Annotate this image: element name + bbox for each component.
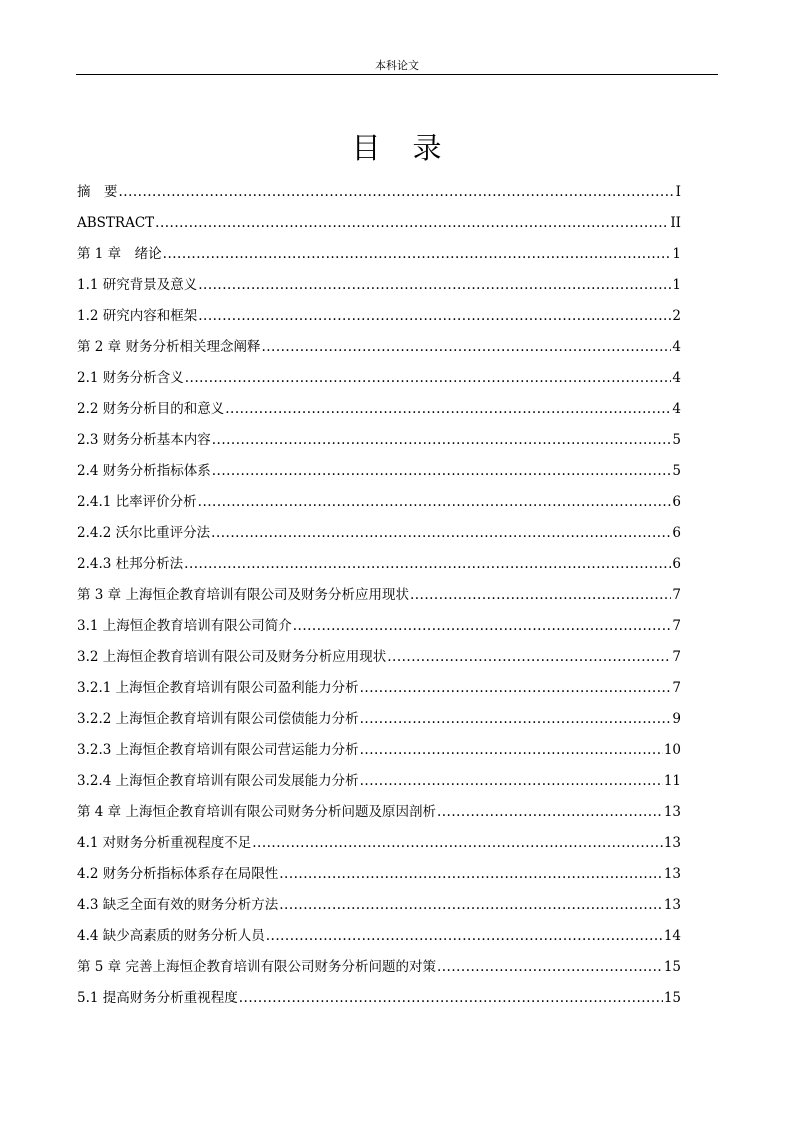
toc-entry[interactable] — [77, 294, 681, 325]
toc-entry-label: 2.4.2 沃尔比重评分法 — [77, 525, 211, 541]
toc-entry-page: 10 — [663, 742, 681, 758]
toc-leader-dots — [360, 710, 672, 728]
running-header: 本科论文 — [375, 59, 419, 72]
toc-entry-page: 4 — [672, 401, 681, 417]
toc-entry[interactable] — [77, 449, 681, 480]
toc-entry-label: 第 1 章 绪论 — [77, 246, 162, 262]
toc-entry[interactable] — [77, 790, 681, 821]
toc-entry-label: 5.1 提高财务分析重视程度 — [77, 990, 238, 1006]
table-of-contents — [77, 170, 681, 1007]
toc-entry-page: I — [675, 184, 681, 200]
toc-leader-dots — [279, 865, 663, 883]
toc-leader-dots — [163, 245, 672, 263]
toc-entry[interactable] — [77, 852, 681, 883]
toc-entry-page: 9 — [672, 711, 681, 727]
toc-entry[interactable] — [77, 666, 681, 697]
toc-entry-page: 6 — [672, 556, 681, 572]
toc-entry-page: II — [670, 215, 681, 231]
toc-entry-page: 4 — [672, 370, 681, 386]
toc-entry[interactable] — [77, 170, 681, 201]
toc-entry[interactable] — [77, 573, 681, 604]
toc-leader-dots — [293, 617, 672, 635]
toc-entry-label: 第 4 章 上海恒企教育培训有限公司财务分析问题及原因剖析 — [77, 804, 436, 820]
toc-entry[interactable] — [77, 387, 681, 418]
toc-entry-page: 7 — [672, 587, 681, 603]
toc-entry[interactable] — [77, 542, 681, 573]
toc-entry[interactable] — [77, 232, 681, 263]
toc-entry[interactable] — [77, 604, 681, 635]
toc-entry-label: ABSTRACT — [77, 215, 155, 231]
toc-entry-label: 3.2 上海恒企教育培训有限公司及财务分析应用现状 — [77, 649, 387, 665]
toc-leader-dots — [437, 803, 663, 821]
toc-entry-label: 2.4.3 杜邦分析法 — [77, 556, 184, 572]
toc-entry-page: 11 — [663, 773, 681, 789]
toc-entry-label: 3.2.3 上海恒企教育培训有限公司营运能力分析 — [77, 742, 359, 758]
toc-leader-dots — [198, 493, 672, 511]
toc-entry[interactable] — [77, 697, 681, 728]
toc-leader-dots — [279, 896, 663, 914]
toc-entry-page: 6 — [672, 525, 681, 541]
toc-entry-page: 6 — [672, 494, 681, 510]
toc-entry-page: 13 — [663, 866, 681, 882]
toc-leader-dots — [437, 958, 663, 976]
toc-leader-dots — [239, 989, 663, 1007]
toc-entry-page: 7 — [672, 649, 681, 665]
toc-leader-dots — [184, 555, 671, 573]
toc-leader-dots — [212, 431, 672, 449]
toc-entry-label: 3.2.4 上海恒企教育培训有限公司发展能力分析 — [77, 773, 359, 789]
toc-entry[interactable] — [77, 759, 681, 790]
toc-entry-label: 4.4 缺少高素质的财务分析人员 — [77, 928, 265, 944]
toc-entry-page: 4 — [672, 339, 681, 355]
toc-entry-page: 13 — [663, 897, 681, 913]
toc-entry-label: 第 2 章 财务分析相关理念阐释 — [77, 339, 261, 355]
toc-entry-page: 2 — [672, 308, 681, 324]
toc-entry[interactable] — [77, 976, 681, 1007]
toc-entry[interactable] — [77, 945, 681, 976]
toc-entry[interactable] — [77, 325, 681, 356]
toc-entry-label: 第 5 章 完善上海恒企教育培训有限公司财务分析问题的对策 — [77, 959, 436, 975]
toc-entry-page: 7 — [672, 680, 681, 696]
toc-entry-page: 5 — [672, 432, 681, 448]
toc-entry[interactable] — [77, 728, 681, 759]
toc-entry-label: 4.3 缺乏全面有效的财务分析方法 — [77, 897, 279, 913]
toc-entry-label: 3.2.2 上海恒企教育培训有限公司偿债能力分析 — [77, 711, 359, 727]
toc-entry[interactable] — [77, 480, 681, 511]
toc-leader-dots — [225, 400, 671, 418]
toc-entry-label: 2.1 财务分析含义 — [77, 370, 184, 386]
toc-leader-dots — [410, 586, 671, 604]
toc-leader-dots — [119, 183, 675, 201]
page-title: 目录 — [351, 131, 474, 165]
toc-entry-label: 第 3 章 上海恒企教育培训有限公司及财务分析应用现状 — [77, 587, 409, 603]
toc-entry-label: 4.2 财务分析指标体系存在局限性 — [77, 866, 279, 882]
toc-leader-dots — [261, 338, 671, 356]
toc-entry[interactable] — [77, 263, 681, 294]
toc-entry-label: 1.1 研究背景及意义 — [77, 277, 198, 293]
toc-leader-dots — [387, 648, 671, 666]
toc-entry-label: 4.1 对财务分析重视程度不足 — [77, 835, 252, 851]
toc-entry[interactable] — [77, 511, 681, 542]
toc-leader-dots — [185, 369, 672, 387]
toc-entry-page: 15 — [663, 959, 681, 975]
toc-entry-page: 1 — [672, 277, 681, 293]
toc-entry-page: 5 — [672, 463, 681, 479]
toc-leader-dots — [198, 276, 671, 294]
toc-entry-page: 13 — [663, 835, 681, 851]
toc-entry-label: 3.1 上海恒企教育培训有限公司简介 — [77, 618, 292, 634]
toc-entry-page: 15 — [663, 990, 681, 1006]
toc-entry[interactable] — [77, 821, 681, 852]
toc-leader-dots — [155, 214, 669, 232]
toc-entry[interactable] — [77, 356, 681, 387]
toc-leader-dots — [198, 307, 671, 325]
toc-entry[interactable] — [77, 883, 681, 914]
toc-entry[interactable] — [77, 914, 681, 945]
toc-leader-dots — [212, 462, 672, 480]
toc-leader-dots — [211, 524, 671, 542]
toc-leader-dots — [360, 741, 663, 759]
toc-entry-label: 2.3 财务分析基本内容 — [77, 432, 211, 448]
toc-entry-page: 7 — [672, 618, 681, 634]
toc-entry[interactable] — [77, 418, 681, 449]
toc-entry[interactable] — [77, 635, 681, 666]
toc-entry-label: 2.4.1 比率评价分析 — [77, 494, 197, 510]
toc-entry-label: 3.2.1 上海恒企教育培训有限公司盈利能力分析 — [77, 680, 359, 696]
toc-leader-dots — [360, 679, 672, 697]
toc-entry-label: 2.2 财务分析目的和意义 — [77, 401, 225, 417]
toc-leader-dots — [266, 927, 663, 945]
toc-entry-label: 1.2 研究内容和框架 — [77, 308, 198, 324]
toc-leader-dots — [252, 834, 663, 852]
toc-leader-dots — [360, 772, 663, 790]
toc-entry[interactable] — [77, 201, 681, 232]
toc-entry-page: 1 — [672, 246, 681, 262]
toc-entry-page: 14 — [663, 928, 681, 944]
header-rule — [76, 74, 718, 75]
toc-entry-label: 2.4 财务分析指标体系 — [77, 463, 211, 479]
toc-entry-label: 摘 要 — [77, 184, 118, 200]
toc-entry-page: 13 — [663, 804, 681, 820]
